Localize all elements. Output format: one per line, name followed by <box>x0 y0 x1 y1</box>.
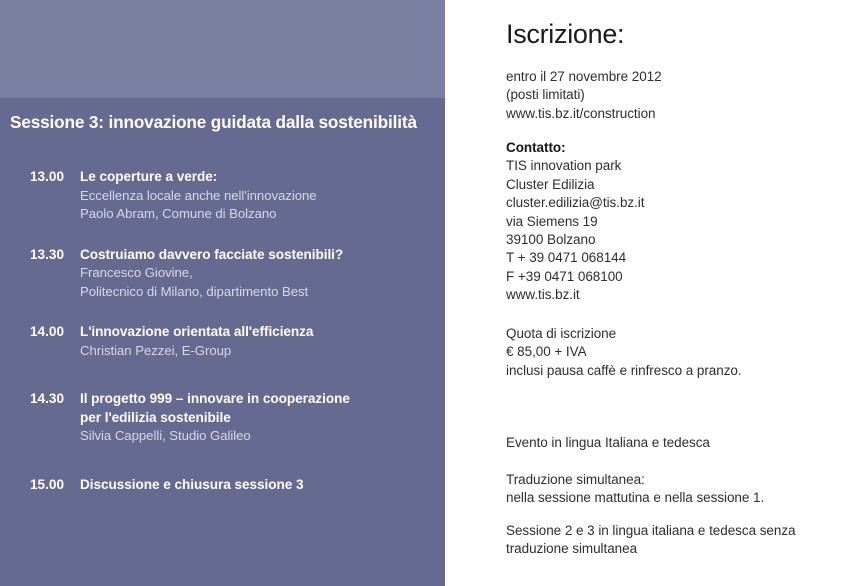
contact-website[interactable]: www.tis.bz.it <box>506 287 580 303</box>
agenda-item <box>0 168 445 224</box>
registration-column <box>506 0 859 586</box>
deadline-line: entro il 27 novembre 2012 <box>506 69 662 84</box>
fee-inclusions: inclusi pausa caffè e rinfresco a pranzo. <box>506 362 742 378</box>
agenda-item <box>0 390 445 446</box>
agenda-body <box>80 323 445 360</box>
agenda-heading: Discussione e chiusura sessione 3 <box>80 476 304 492</box>
fee-block <box>506 325 742 380</box>
contact-phone: T + 39 0471 068144 <box>506 250 627 266</box>
agenda-subline: Silvia Cappelli, Studio Galileo <box>80 428 251 443</box>
agenda-subline: Francesco Giovine, <box>80 265 193 280</box>
agenda-heading: Le coperture a verde: <box>80 169 218 184</box>
agenda-body <box>80 246 445 302</box>
sessions-note-block <box>506 522 796 559</box>
agenda-item <box>0 323 445 360</box>
agenda-body <box>80 390 445 446</box>
agenda-subline: Christian Pezzei, E-Group <box>80 342 232 358</box>
agenda-item <box>0 476 445 495</box>
agenda-time: 14.00 <box>30 324 65 339</box>
fee-label: Quota di iscrizione <box>506 326 617 341</box>
agenda-subline: Eccellenza locale anche nell'innovazione <box>80 187 317 203</box>
registration-url[interactable]: www.tis.bz.it/construction <box>506 105 656 121</box>
agenda-heading: Il progetto 999 – innovare in cooperazione <box>80 391 350 406</box>
agenda-body <box>80 168 445 224</box>
contact-label: Contatto: <box>506 140 566 155</box>
contact-fax: F +39 0471 068100 <box>506 268 623 284</box>
translation-block <box>506 471 764 508</box>
agenda-time: 13.00 <box>30 169 65 184</box>
contact-department: Cluster Edilizia <box>506 176 595 192</box>
registration-heading: Iscrizione: <box>506 19 625 49</box>
event-language-line: Evento in lingua Italiana e tedesca <box>506 435 710 450</box>
agenda-subline: Politecnico di Milano, dipartimento Best <box>80 283 309 299</box>
contact-street: via Siemens 19 <box>506 213 598 229</box>
agenda-time: 14.30 <box>30 391 65 406</box>
translation-detail: nella sessione mattutina e nella sessione 1. <box>506 490 765 506</box>
deadline-line: (posti limitati) <box>506 87 585 103</box>
registration-deadline-block <box>506 68 662 123</box>
contact-block <box>506 139 644 305</box>
agenda-heading: Costruiamo davvero facciate sostenibili? <box>80 246 344 262</box>
contact-city: 39100 Bolzano <box>506 232 596 248</box>
agenda-list <box>0 168 445 516</box>
agenda-heading: L'innovazione orientata all'efficienza <box>80 324 314 339</box>
sessions-note-line: traduzione simultanea <box>506 541 638 557</box>
agenda-heading-line2: per l'edilizia sostenibile <box>80 409 231 425</box>
agenda-body <box>80 476 445 495</box>
agenda-time: 15.00 <box>30 476 65 492</box>
agenda-item <box>0 246 445 302</box>
event-language-block <box>506 434 710 452</box>
sessions-note-line: Sessione 2 e 3 in lingua italiana e tedesca senza <box>506 523 796 538</box>
agenda-subline: Paolo Abram, Comune di Bolzano <box>80 206 277 221</box>
translation-label: Traduzione simultanea: <box>506 472 645 487</box>
panel-top-band <box>0 0 445 98</box>
contact-email[interactable]: cluster.edilizia@tis.bz.it <box>506 195 645 211</box>
fee-amount: € 85,00 + IVA <box>506 344 587 360</box>
agenda-time: 13.30 <box>30 246 65 262</box>
contact-organization: TIS innovation park <box>506 158 622 174</box>
session-title: Sessione 3: innovazione guidata dalla sostenibilità <box>10 112 417 132</box>
